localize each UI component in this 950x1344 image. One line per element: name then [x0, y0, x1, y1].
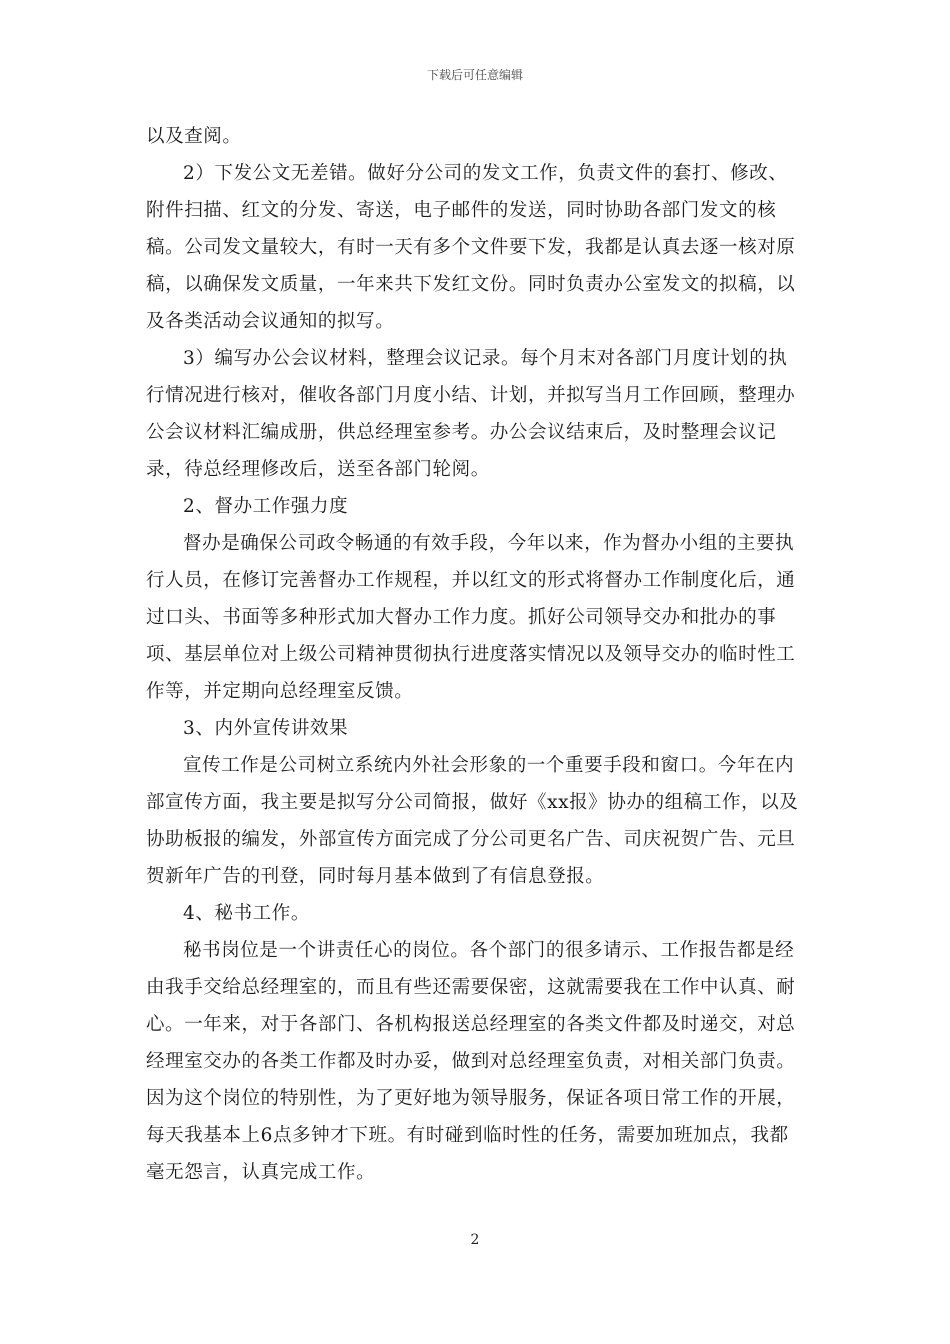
paragraph-supervision: 督办是确保公司政令畅通的有效手段，今年以来，作为督办小组的主要执行人员，在修订完善督办工作规程，并以红文的形式将督办工作制度化后，通过口头、书面等多种形式加大督办工作力度。抓好公司领导交办和批办的事项、基层单位对上级公司精神贯彻执行进度落实情况以及领导交办的临时性工作等，并定期向总经理室反馈。 — [146, 533, 796, 702]
section-heading-2: 2、督办工作强力度 — [183, 496, 349, 517]
paragraph-3: 3）编写办公会议材料，整理会议记录。每个月末对各部门月度计划的执行情况进行核对，催收各部门月度小结、计划，并拟写当月工作回顾，整理办公会议材料汇编成册，供总经理室参考。办公会议结束后，及时整理会议记录，待总经理修改后，送至各部门轮阅。 — [146, 348, 796, 480]
paragraph-secretary: 秘书岗位是一个讲责任心的岗位。各个部门的很多请示、工作报告都是经由我手交给总经理室的，而且有些还需要保密，这就需要我在工作中认真、耐心。一年来，对于各部门、各机构报送总经理室的各类文件都及时递交，对总经理室交办的各类工作都及时办妥，做到对总经理室负责，对相关部门负责。因为这个岗位的特别性，为了更好地为领导服务，保证各项日常工作的开展，每天我基本上6点多钟才下班。有时碰到临时性的任务，需要加班加点，我都毫无怨言，认真完成工作。 — [146, 940, 796, 1183]
page-number: 2 — [470, 1232, 480, 1248]
paragraph-2: 2）下发公文无差错。做好分公司的发文工作，负责文件的套打、修改、附件扫描、红文的分发、寄送，电子邮件的发送，同时协助各部门发文的核稿。公司发文量较大，有时一天有多个文件要下发，我都是认真去逐一核对原稿，以确保发文质量，一年来共下发红文份。同时负责办公室发文的拟稿，以及各类活动会议通知的拟写。 — [146, 163, 796, 332]
page-header: 下载后可任意编辑 — [426, 68, 523, 82]
paragraph-publicity: 宣传工作是公司树立系统内外社会形象的一个重要手段和窗口。今年在内部宣传方面，我主要是拟写分公司简报，做好《xx报》协办的组稿工作，以及协助板报的编发，外部宣传方面完成了分公司更名广告、司庆祝贺广告、元旦贺新年广告的刊登，同时每月基本做到了有信息登报。 — [146, 755, 799, 887]
section-heading-3: 3、内外宣传讲效果 — [183, 718, 349, 739]
section-heading-4: 4、秘书工作。 — [183, 903, 310, 924]
paragraph-1: 以及查阅。 — [146, 126, 242, 147]
document-body — [146, 118, 806, 1191]
